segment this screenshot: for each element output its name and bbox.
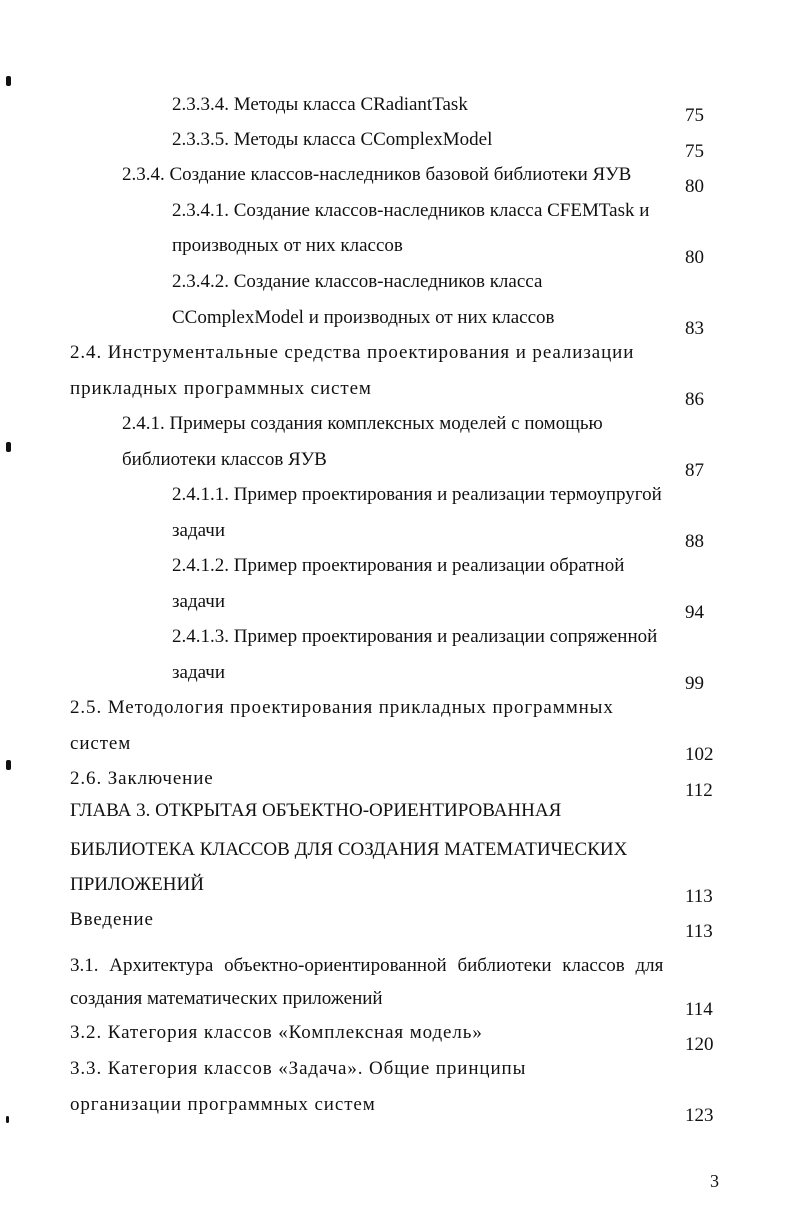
toc-chapter-3-line-3: ПРИЛОЖЕНИЙ xyxy=(70,874,204,895)
toc-page-3-2: 120 xyxy=(685,1034,714,1055)
binding-hole-marker-lower xyxy=(6,760,11,770)
toc-entry-2-4-1-1-line-1: 2.4.1.1. Пример проектирования и реализации термоупругой xyxy=(172,484,662,505)
toc-page-2-4: 86 xyxy=(685,389,704,410)
toc-page-2-3-4-1: 80 xyxy=(685,247,704,268)
toc-page-2-3-3-4: 75 xyxy=(685,105,704,126)
toc-entry-3-1-line-1: 3.1. Архитектура объектно-ориентированной библиотеки классов для xyxy=(70,955,664,976)
toc-page-introduction: 113 xyxy=(685,921,713,942)
binding-hole-marker-bottom xyxy=(6,1116,9,1123)
toc-page-3-1: 114 xyxy=(685,999,713,1020)
toc-entry-2-3-3-5: 2.3.3.5. Методы класса CComplexModel xyxy=(172,129,493,150)
toc-page-2-4-1-1: 88 xyxy=(685,531,704,552)
toc-entry-2-4-1-3-line-1: 2.4.1.3. Пример проектирования и реализации сопряженной xyxy=(172,626,658,647)
toc-entry-3-2: 3.2. Категория классов «Комплексная модель» xyxy=(70,1022,483,1043)
toc-entry-2-3-4-1-line-2: производных от них классов xyxy=(172,235,403,256)
toc-chapter-3-line-2: БИБЛИОТЕКА КЛАССОВ ДЛЯ СОЗДАНИЯ МАТЕМАТИЧЕСКИХ xyxy=(70,839,628,860)
toc-entry-2-5-line-2: систем xyxy=(70,733,132,754)
toc-entry-2-3-4: 2.3.4. Создание классов-наследников базовой библиотеки ЯУВ xyxy=(122,164,632,185)
toc-entry-2-4-1-2-line-1: 2.4.1.2. Пример проектирования и реализации обратной xyxy=(172,555,625,576)
toc-page-2-6: 112 xyxy=(685,780,713,801)
toc-page-2-4-1: 87 xyxy=(685,460,704,481)
toc-entry-3-3-line-1: 3.3. Категория классов «Задача». Общие принципы xyxy=(70,1058,527,1079)
toc-entry-2-4-line-2: прикладных программных систем xyxy=(70,378,372,399)
toc-entry-2-4-1-1-line-2: задачи xyxy=(172,520,226,541)
toc-entry-2-4-line-1: 2.4. Инструментальные средства проектирования и реализации xyxy=(70,342,635,363)
toc-entry-2-3-3-4: 2.3.3.4. Методы класса CRadiantTask xyxy=(172,94,468,115)
toc-entry-3-1-line-2: создания математических приложений xyxy=(70,988,383,1009)
toc-page-2-3-4-2: 83 xyxy=(685,318,704,339)
toc-page-chapter-3: 113 xyxy=(685,886,713,907)
toc-page-2-5: 102 xyxy=(685,744,714,765)
toc-entry-2-4-1-3-line-2: задачи xyxy=(172,662,226,683)
toc-entry-2-3-4-2-line-1: 2.3.4.2. Создание классов-наследников класса xyxy=(172,271,543,292)
toc-entry-2-6: 2.6. Заключение xyxy=(70,768,214,789)
toc-entry-2-4-1-2-line-2: задачи xyxy=(172,591,226,612)
toc-page-2-3-3-5: 75 xyxy=(685,141,704,162)
toc-entry-2-5-line-1: 2.5. Методология проектирования прикладных программных xyxy=(70,697,614,718)
toc-chapter-3-line-1: ГЛАВА 3. ОТКРЫТАЯ ОБЪЕКТНО-ОРИЕНТИРОВАННАЯ xyxy=(70,800,562,821)
toc-entry-3-3-line-2: организации программных систем xyxy=(70,1094,376,1115)
toc-page-2-4-1-3: 99 xyxy=(685,673,704,694)
toc-page-2-4-1-2: 94 xyxy=(685,602,704,623)
toc-entry-introduction: Введение xyxy=(70,909,154,930)
toc-page-2-3-4: 80 xyxy=(685,176,704,197)
toc-page-3-3: 123 xyxy=(685,1105,714,1126)
toc-entry-2-4-1-line-1: 2.4.1. Примеры создания комплексных моделей с помощью xyxy=(122,413,603,434)
binding-hole-marker-top xyxy=(6,76,11,86)
toc-entry-2-4-1-line-2: библиотеки классов ЯУВ xyxy=(122,449,327,470)
binding-hole-marker-middle xyxy=(6,442,11,452)
toc-entry-2-3-4-1-line-1: 2.3.4.1. Создание классов-наследников класса CFEMTask и xyxy=(172,200,650,221)
page-number: 3 xyxy=(710,1171,719,1191)
toc-entry-2-3-4-2-line-2: CComplexModel и производных от них классов xyxy=(172,307,555,328)
